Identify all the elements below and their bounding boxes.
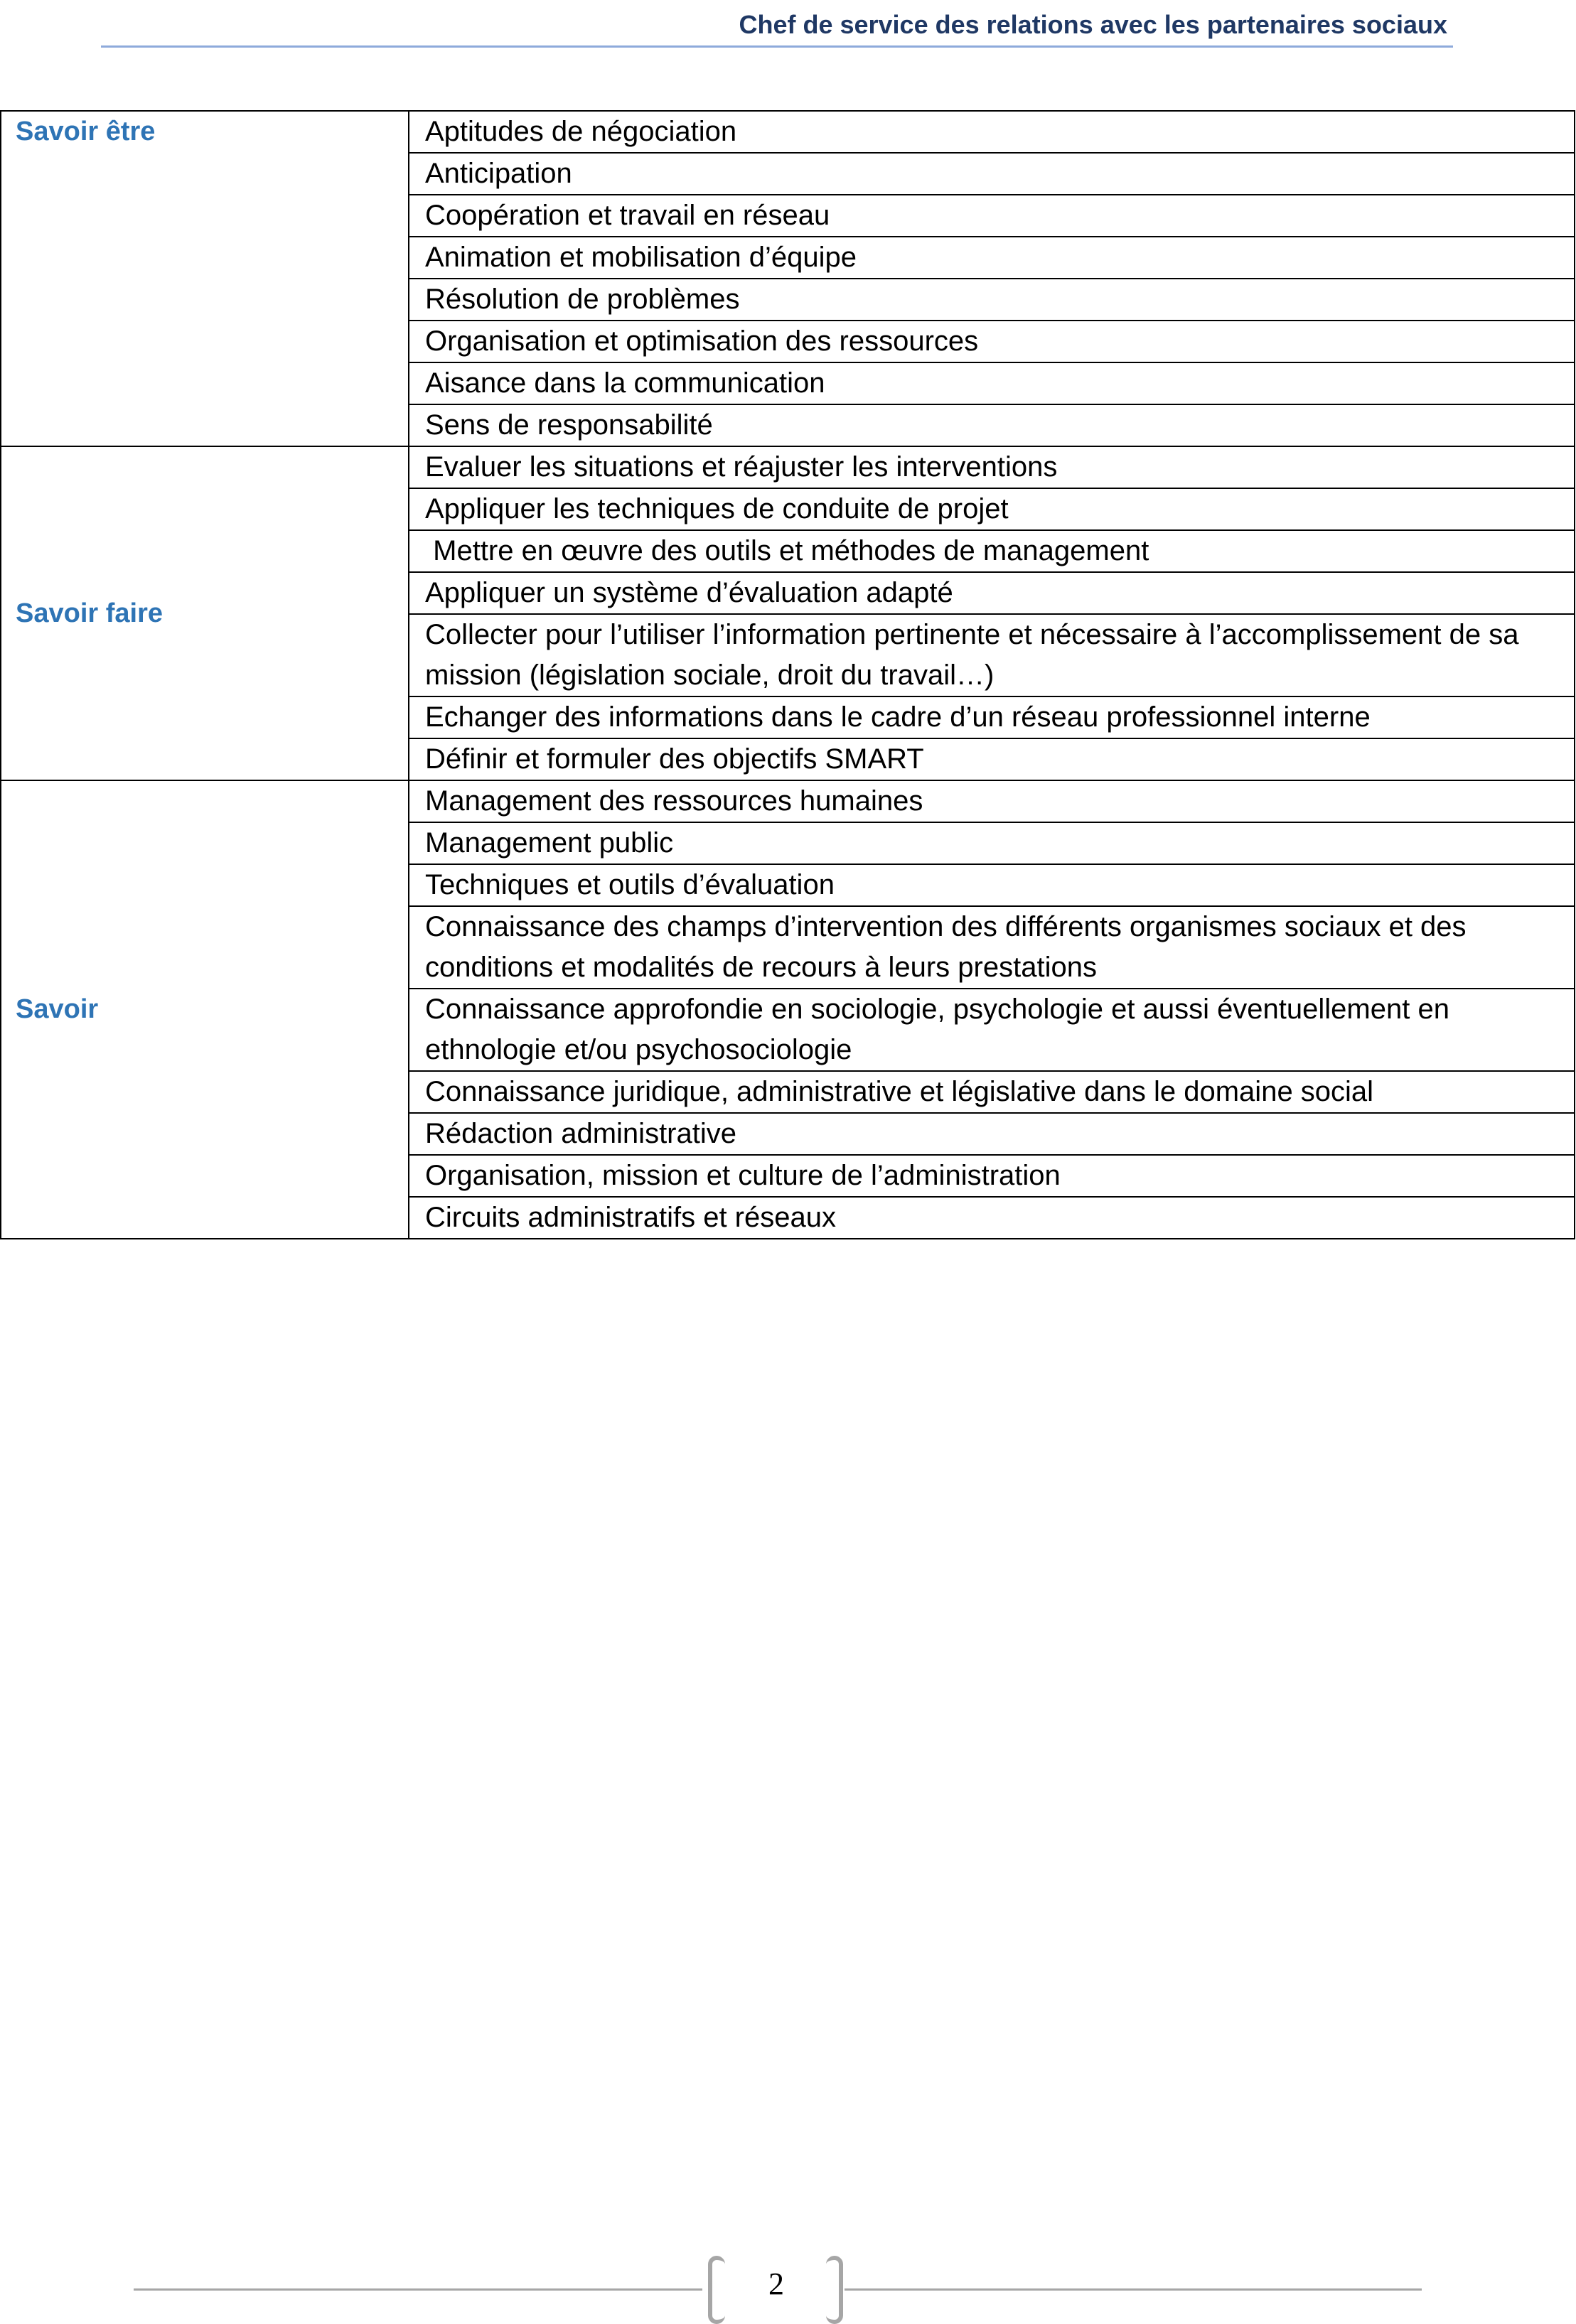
document-title: Chef de service des relations avec les partenaires sociaux [739,10,1447,39]
table-cell-item: Connaissance des champs d’intervention des différents organismes sociaux et des conditions et modalités de recours à leurs prestations [409,906,1575,989]
category-savoir-etre: Savoir être [1,111,409,446]
table-cell-item: Circuits administratifs et réseaux [409,1197,1575,1239]
table-row [1,780,1575,822]
table-cell-item: Anticipation [409,153,1575,195]
table-cell-item: Collecter pour l’utiliser l’information pertinente et nécessaire à l’accomplissement de sa mission (législation sociale, droit du travail…) [409,614,1575,696]
table-cell-item: Echanger des informations dans le cadre d’un réseau professionnel interne [409,696,1575,738]
table-row [1,446,1575,488]
table-cell-item: Connaissance juridique, administrative et législative dans le domaine social [409,1071,1575,1113]
footer-bracket-left [708,2256,725,2324]
table-cell-item: Aisance dans la communication [409,362,1575,404]
page-footer [134,2256,1422,2323]
footer-rule-left [134,2288,702,2291]
footer-rule-right [845,2288,1422,2291]
table-cell-item: Evaluer les situations et réajuster les interventions [409,446,1575,488]
table-cell-item: Rédaction administrative [409,1113,1575,1155]
footer-bracket-right [826,2256,843,2324]
table-cell-item: Connaissance approfondie en sociologie, psychologie et aussi éventuellement en ethnologie et/ou psychosociologie [409,989,1575,1071]
table-cell-item: Techniques et outils d’évaluation [409,864,1575,906]
table-cell-item: Management des ressources humaines [409,780,1575,822]
table-cell-item: Coopération et travail en réseau [409,195,1575,237]
table-cell-item: Définir et formuler des objectifs SMART [409,738,1575,780]
table-cell-item: Organisation et optimisation des ressources [409,321,1575,362]
page-header [101,0,1453,48]
category-savoir: Savoir [1,780,409,1239]
table-cell-item: Management public [409,822,1575,864]
table-cell-item: Animation et mobilisation d’équipe [409,237,1575,279]
table-cell-item: Sens de responsabilité [409,404,1575,446]
table-row [1,111,1575,153]
page-number: 2 [768,2266,784,2301]
table-cell-item: Appliquer les techniques de conduite de projet [409,488,1575,530]
table-cell-item: Appliquer un système d’évaluation adapté [409,572,1575,614]
category-savoir-faire: Savoir faire [1,446,409,780]
table-cell-item: Organisation, mission et culture de l’administration [409,1155,1575,1197]
table-cell-item: Mettre en œuvre des outils et méthodes de management [409,530,1575,572]
table-cell-item: Aptitudes de négociation [409,111,1575,153]
table-cell-item: Résolution de problèmes [409,279,1575,321]
competences-table [0,110,1575,1239]
